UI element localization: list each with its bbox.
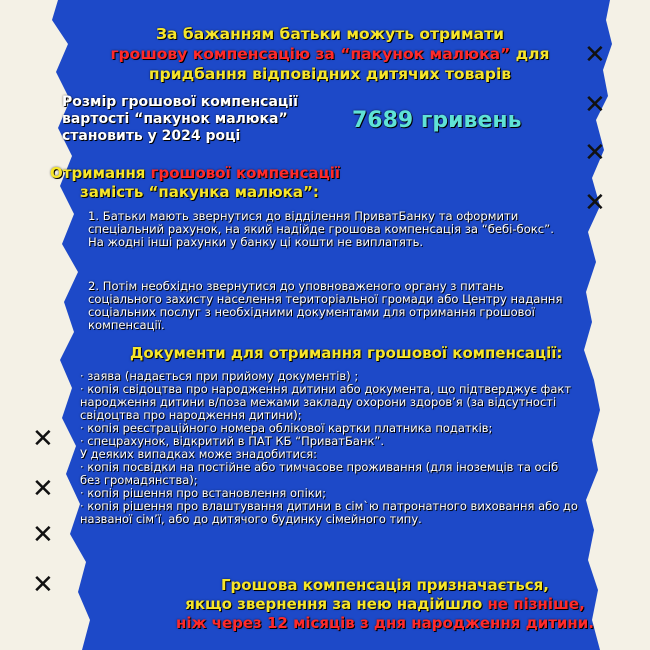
- receiving-heading-line1: [50, 164, 470, 183]
- documents-item: · копія посвідки на постійне або тимчасове проживання (для іноземців та осіб без громадянства);: [80, 460, 559, 487]
- cross-decoration-icon: ✕: [584, 188, 606, 218]
- cross-decoration-icon: ✕: [32, 474, 54, 504]
- receiving-step2: 2. Потім необхідно звернутися до уповноваженого органу з питань соціального захисту населення територіальної громади або Центру надання соціальних послуг з необхідними документами для отримання грошової компенсації.: [88, 279, 563, 332]
- receiving-heading-start: Отримання: [50, 164, 151, 182]
- footer-line2-red: не пізніше,: [487, 595, 585, 613]
- intro-line2-tail: для: [510, 45, 550, 63]
- intro-block: [60, 24, 600, 84]
- documents-item: · копія реєстраційного номера облікової картки платника податків;: [80, 421, 493, 435]
- documents-item: · копія рішення про встановлення опіки;: [80, 486, 327, 500]
- cross-decoration-icon: ✕: [584, 40, 606, 70]
- intro-line3: придбання відповідних дитячих товарів: [148, 65, 512, 83]
- documents-list: [80, 370, 580, 526]
- footer-line3: ніж через 12 місяців з дня народження дитини.: [176, 614, 594, 632]
- documents-item: · заява (надається при прийому документів) ;: [80, 369, 359, 383]
- cross-decoration-icon: ✕: [584, 138, 606, 168]
- receiving-heading: [50, 164, 470, 202]
- amount-label-line1: Розмір грошової компенсації: [62, 94, 298, 110]
- cross-decoration-icon: ✕: [32, 520, 54, 550]
- cross-decoration-icon: ✕: [32, 424, 54, 454]
- documents-item: · копія свідоцтва про народження дитини або документа, що підтверджує факт народження дитини в/поза межами закладу охорони здоров’я (за відсутності свідоцтва про народження дитини);: [80, 382, 572, 422]
- receiving-step1: 1. Батьки мають звернутися до відділення ПриватБанку та оформити спеціальний рахунок, на який надійде грошова компенсація за “бебі-бокс”. На жодні інші рахунки у банку ці кошти не виплатять.: [88, 209, 554, 249]
- intro-line1: За бажанням батьки можуть отримати: [156, 25, 504, 43]
- footer-line1: Грошова компенсація призначається,: [221, 576, 549, 594]
- footer-line2: [150, 595, 620, 614]
- footer-block: [150, 576, 620, 633]
- intro-line2: [60, 44, 600, 64]
- documents-heading: Документи для отримання грошової компенсації:: [130, 344, 563, 362]
- footer-line2-start: якщо звернення за нею надійшло: [185, 595, 488, 613]
- documents-item: · копія рішення про влаштування дитини в сім`ю патронатного виховання або до названої сім’ї, або до дитячого будинку сімейного типу.: [80, 499, 578, 526]
- receiving-heading-red: грошової компенсації: [150, 164, 341, 182]
- amount-value: 7689 гривень: [352, 108, 522, 133]
- documents-subheading: У деяких випадках може знадобитися:: [80, 447, 318, 461]
- intro-line2-red: грошову компенсацію за “пакунок малюка”: [110, 45, 511, 63]
- receiving-heading-line2: замість “пакунка малюка”:: [80, 183, 319, 201]
- amount-label-line2: вартості “пакунок малюка”: [62, 111, 288, 127]
- documents-item: · спецрахунок, відкритий в ПАТ КБ “ПриватБанк”.: [80, 434, 385, 448]
- cross-decoration-icon: ✕: [32, 570, 54, 600]
- amount-label-line3: становить у 2024 році: [62, 128, 241, 144]
- cross-decoration-icon: ✕: [584, 90, 606, 120]
- amount-label: [62, 94, 342, 145]
